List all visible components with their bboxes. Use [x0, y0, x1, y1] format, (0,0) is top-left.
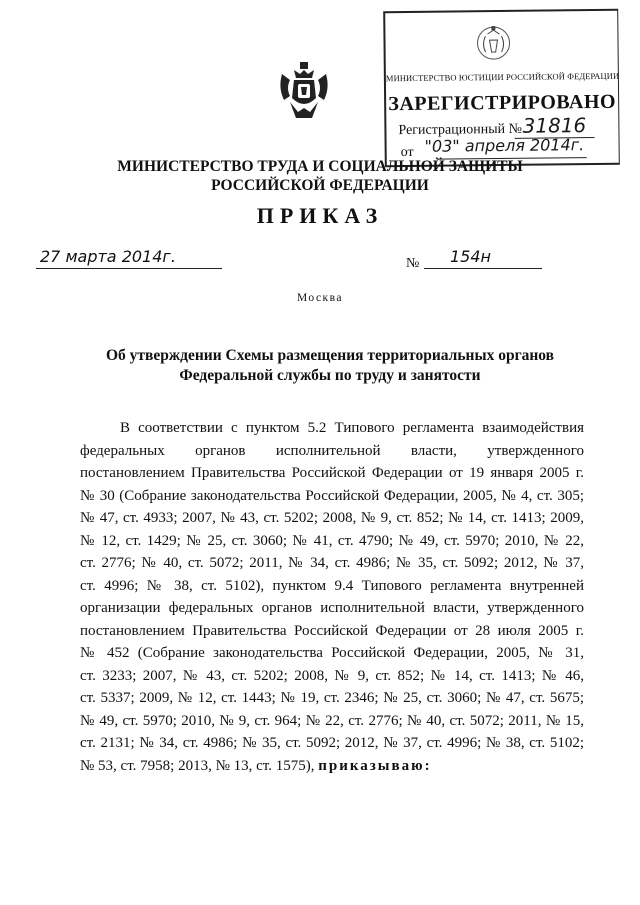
body-line: ст. 5337; 2009, № 12, ст. 1443; № 19, ст. 2346; № 25, ст. 3060; № 47, ст. 5675; [80, 690, 584, 706]
ministry-title-line-2: РОССИЙСКОЙ ФЕДЕРАЦИИ [211, 177, 429, 194]
body-line: № 452 (Собрание законодательства Российской Федерации, 2005, № 31, [80, 645, 584, 661]
registration-stamp [383, 9, 620, 167]
body-line-last [80, 755, 584, 778]
ministry-title [0, 157, 640, 195]
body-line: организации федеральных органов исполнительной власти, утвержденного [80, 600, 584, 616]
body-line: ст. 2776; № 40, ст. 5072; 2011, № 34, ст. 4986; № 35, ст. 5092; 2012, № 37, [80, 555, 584, 571]
body-line: ст. 3233; 2007, № 43, ст. 5202; 2008, № 9, ст. 852; № 14, ст. 1413; № 46, [80, 667, 584, 684]
body-line: федеральных органов исполнительной власти, утвержденного [80, 442, 584, 459]
body-line: ст. 4996; № 38, ст. 5102), пунктом 9.4 Типового регламента внутренней [80, 577, 584, 594]
ministry-title-line-1: МИНИСТЕРСТВО ТРУДА И СОЦИАЛЬНОЙ ЗАЩИТЫ [117, 158, 523, 175]
order-date: 27 марта 2014г. [40, 247, 176, 266]
body-line: № 12, ст. 1429; № 25, ст. 3060; № 41, ст. 4790; № 49, ст. 5970; 2010, № 22, [80, 532, 584, 549]
order-number: 154н [450, 247, 491, 266]
subject-line-2: Федеральной службы по труду и занятости [179, 367, 481, 384]
body-paragraph [80, 417, 584, 777]
stamp-registered: ЗАРЕГИСТРИРОВАНО [388, 90, 617, 116]
body-line: постановлением Правительства Российской Федерации от 28 июля 2005 г. [80, 622, 584, 639]
body-line: № 47, ст. 4933; 2007, № 43, ст. 5202; 2008, № 9, ст. 852; № 14, ст. 1413; 2009, [80, 510, 584, 526]
stamp-ministry: МИНИСТЕРСТВО ЮСТИЦИИ РОССИЙСКОЙ ФЕДЕРАЦИИ [385, 70, 620, 84]
subject-line-1: Об утверждении Схемы размещения территориальных органов [105, 347, 555, 364]
stamp-regnum-value: 31816 [514, 113, 594, 139]
body-line: В соответствии с пунктом 5.2 Типового регламента взаимодействия [120, 420, 584, 436]
order-subject [90, 346, 570, 386]
body-line: ст. 2131; № 34, ст. 4986; № 35, ст. 5092; 2012, № 37, ст. 4996; № 38, ст. 5102; [80, 735, 584, 751]
russian-coat-of-arms-icon [276, 60, 332, 124]
body-line: постановлением Правительства Российской Федерации от 19 января 2005 г. [80, 465, 584, 481]
stamp-date-value: "03" апреля 2014г. [424, 135, 585, 156]
order-title: ПРИКАЗ [256, 203, 384, 228]
body-line: № 30 (Собрание законодательства Российской Федерации, 2005, № 4, ст. 305; [80, 487, 584, 504]
order-date-line [36, 268, 222, 269]
eagle-emblem-icon [473, 22, 513, 66]
body-last-text: № 53, ст. 7958; 2013, № 13, ст. 1575), [80, 757, 315, 774]
order-number-line [424, 268, 542, 269]
body-line: № 49, ст. 5970; 2010, № 9, ст. 964; № 22, ст. 2776; № 40, ст. 5072; 2011, № 15, [80, 712, 584, 729]
number-sign: № [406, 256, 420, 271]
city: Москва [296, 292, 344, 304]
stamp-date-label: от [400, 144, 414, 161]
order-verb: приказываю: [318, 757, 432, 774]
stamp-regnum-label: Регистрационный № [398, 121, 523, 139]
